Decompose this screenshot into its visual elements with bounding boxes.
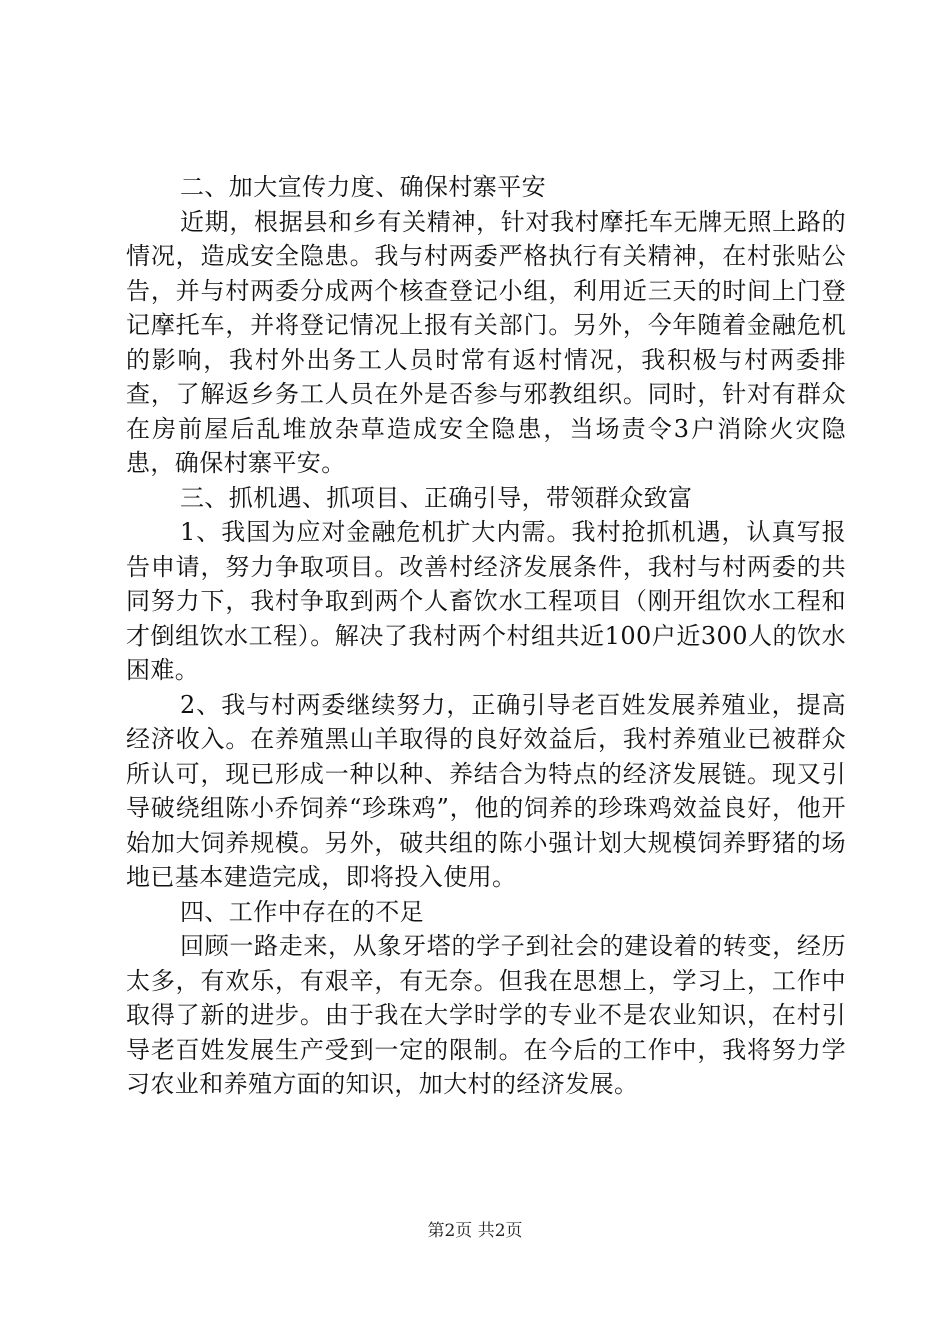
section-heading-shortcomings: 四、工作中存在的不足: [180, 897, 424, 926]
paragraph-water-project: 1、我国为应对金融危机扩大内需。我村抢抓机遇，认真写报告申请，努力争取项目。改善村经济发展条件，我村与村两委的共同努力下，我村争取到两个人畜饮水工程项目（刚开组饮水工程和才倒组饮水工程）。解决了我村两个村组共近100户近300人的饮水困难。: [126, 518, 846, 684]
section-heading-publicity: 二、加大宣传力度、确保村寨平安: [180, 173, 546, 201]
paragraph-safety: 近期，根据县和乡有关精神，针对我村摩托车无牌无照上路的情况，造成安全隐患。我与村两委严格执行有关精神，在村张贴公告，并与村两委分成两个核查登记小组，利用近三天的时间上门登记摩托车，并将登记情况上报有关部门。另外，今年随着金融危机的影响，我村外出务工人员时常有返村情况，我积极与村两委排查，了解返乡务工人员在外是否参与邪教组织。同时，针对有群众在房前屋后乱堆放杂草造成安全隐患，当场责令3户消除火灾隐患，确保村寨平安。: [126, 207, 846, 477]
paragraph-review: 回顾一路走来，从象牙塔的学子到社会的建设着的转变，经历太多，有欢乐，有艰辛，有无奈。但我在思想上，学习上，工作中取得了新的进步。由于我在大学时学的专业不是农业知识，在村引导老百姓发展生产受到一定的限制。在今后的工作中，我将努力学习农业和养殖方面的知识，加大村的经济发展。: [126, 932, 846, 1098]
document-body: [126, 170, 846, 1102]
page-number-footer: 第2页 共2页: [427, 1221, 523, 1241]
paragraph-breeding: 2、我与村两委继续努力，正确引导老百姓发展养殖业，提高经济收入。在养殖黑山羊取得的良好效益后，我村养殖业已被群众所认可，现已形成一种以种、养结合为特点的经济发展链。现又引导破绕组陈小乔饲养“珍珠鸡”，他的饲养的珍珠鸡效益良好，他开始加大饲养规模。另外，破共组的陈小强计划大规模饲养野猪的场地已基本建造完成，即将投入使用。: [126, 690, 846, 891]
section-heading-opportunity: 三、抓机遇、抓项目、正确引导，带领群众致富: [180, 483, 693, 512]
